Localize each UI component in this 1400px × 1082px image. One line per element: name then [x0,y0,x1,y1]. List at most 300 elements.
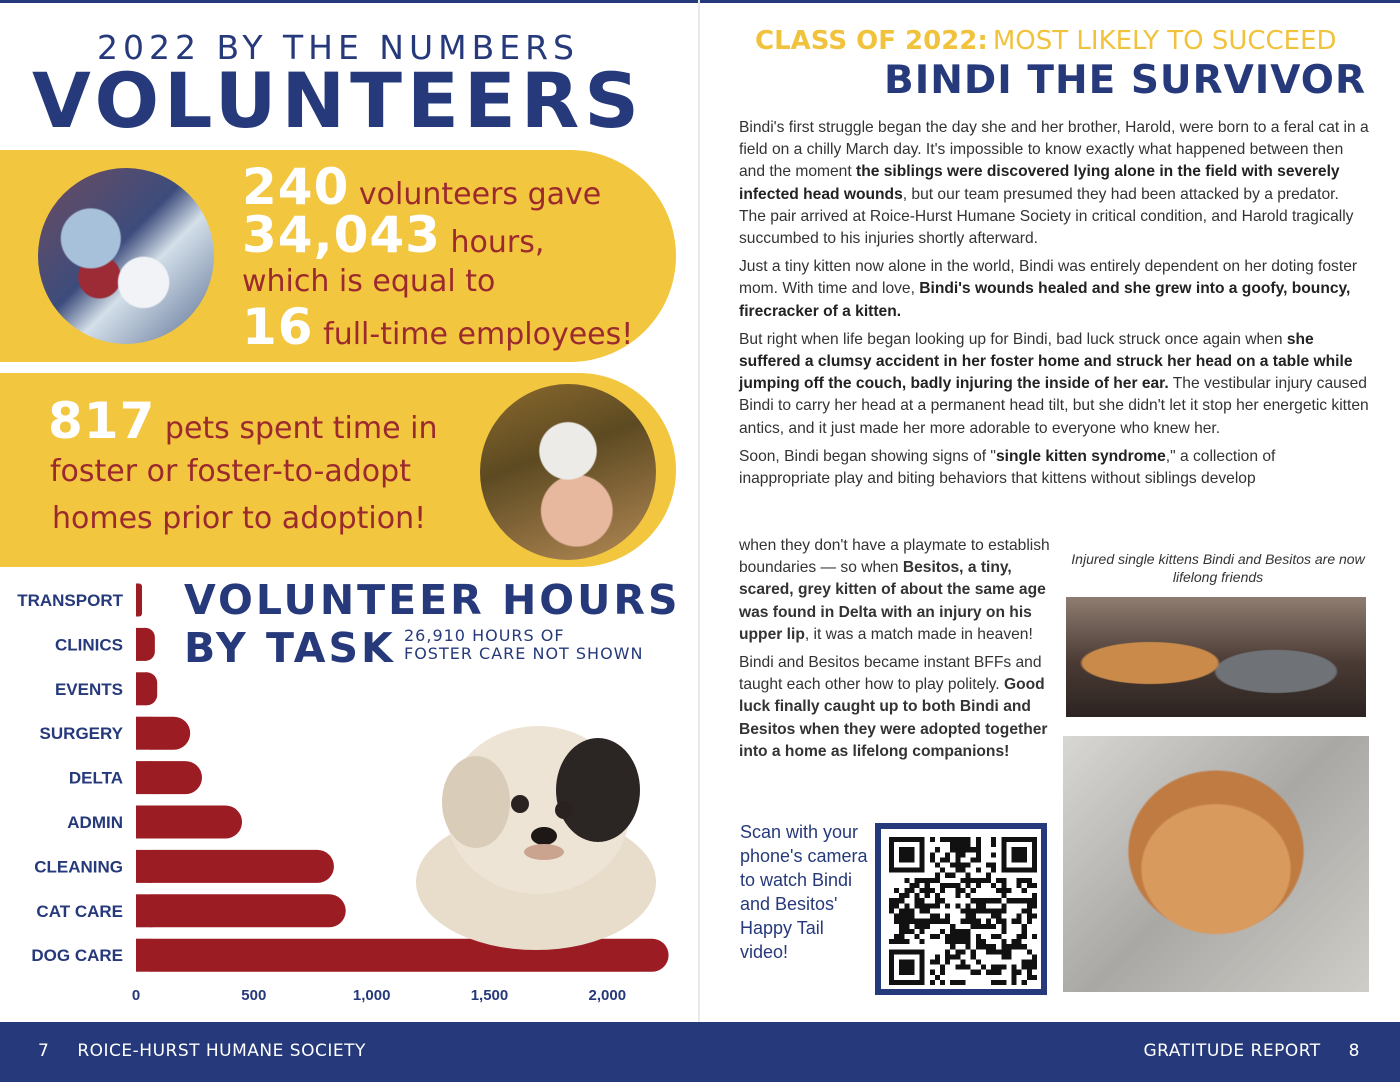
qr-module [930,903,935,908]
qr-module [966,883,971,888]
qr-module [1001,954,1006,959]
qr-finder-core [1011,847,1026,862]
qr-module [960,888,965,893]
qr-module [935,898,940,903]
qr-module [925,888,930,893]
story-paragraph-2 [739,256,1369,323]
stat-pets-number: 817 [48,392,156,450]
qr-module [996,898,1001,903]
qr-module [991,970,996,975]
qr-module [1001,980,1006,985]
qr-module [966,903,971,908]
bar-base-delta [136,761,153,794]
qr-module [976,842,981,847]
category-label: SURGERY [39,724,123,744]
qr-module [950,939,955,944]
bar-base-clinics [136,628,145,661]
qr-module [976,852,981,857]
qr-module [971,898,976,903]
qr-module [899,898,904,903]
qr-module [940,970,945,975]
qr-module [981,944,986,949]
qr-module [909,888,914,893]
qr-module [1001,883,1006,888]
qr-module [1032,954,1037,959]
qr-module [1017,970,1022,975]
qr-module [1001,878,1006,883]
qr-module [930,837,935,842]
qr-module [1017,898,1022,903]
qr-module [930,852,935,857]
qr-module [955,954,960,959]
qr-module [1022,878,1027,883]
qr-module [966,878,971,883]
qr-module [955,837,960,842]
qr-module [986,873,991,878]
qr-module [1011,939,1016,944]
qr-module [981,898,986,903]
qr-module [960,965,965,970]
qr-module [1022,898,1027,903]
qr-module [925,883,930,888]
qr-module [971,878,976,883]
qr-module [1027,965,1032,970]
page-gutter [698,0,700,1022]
qr-module [1006,898,1011,903]
qr-module [986,863,991,868]
qr-module [930,857,935,862]
qr-module [899,934,904,939]
qr-module [971,888,976,893]
stat-employees [242,298,633,356]
qr-module [894,903,899,908]
qr-module [981,878,986,883]
qr-module [920,924,925,929]
qr-module [976,883,981,888]
x-tick-label: 2,000 [588,987,627,1004]
story-paragraph-4-end [739,535,1051,646]
qr-module [996,908,1001,913]
qr-module [996,914,1001,919]
qr-module [1032,934,1037,939]
story-paragraph-3 [739,329,1369,440]
qr-module [950,883,955,888]
qr-module [945,939,950,944]
qr-module [1027,949,1032,954]
qr-module [960,934,965,939]
story-paragraph-5 [739,652,1051,763]
qr-module [1027,919,1032,924]
qr-module [966,914,971,919]
qr-module [1011,944,1016,949]
qr-module [894,919,899,924]
qr-module [971,924,976,929]
category-label: TRANSPORT [17,591,123,610]
qr-module [976,944,981,949]
qr-module [930,980,935,985]
qr-module [991,934,996,939]
qr-module [925,893,930,898]
qr-module [889,908,894,913]
bar-base-events [136,672,147,705]
qr-module [1011,919,1016,924]
qr-module [976,847,981,852]
qr-module [966,929,971,934]
stat-employees-text: full-time employees! [323,317,634,352]
qr-module [1017,934,1022,939]
qr-module [935,863,940,868]
qr-module [1006,944,1011,949]
qr-module [996,970,1001,975]
qr-module [960,842,965,847]
qr-module [966,863,971,868]
bindi-besitos-photo [1066,597,1366,717]
qr-module [966,837,971,842]
p5-text-b: Good luck finally caught up to both Bindi and Besitos when they were adopted together into a home as lifelong companions! [739,676,1048,760]
qr-module [950,873,955,878]
qr-module [976,970,981,975]
stat-hours-text: hours, [450,225,545,260]
qr-module [960,847,965,852]
puppy-photo [398,712,666,950]
qr-module [894,914,899,919]
qr-module [915,893,920,898]
qr-module [930,970,935,975]
qr-module [966,842,971,847]
qr-module [991,842,996,847]
qr-module [966,939,971,944]
qr-module [915,934,920,939]
qr-module [945,959,950,964]
qr-finder-core [899,847,914,862]
qr-module [935,919,940,924]
qr-module [966,944,971,949]
story-paragraph-4-start [739,446,1369,490]
qr-module [991,883,996,888]
qr-module [899,914,904,919]
qr-module [945,873,950,878]
qr-module [925,878,930,883]
qr-module [1027,959,1032,964]
qr-module [950,837,955,842]
qr-module [976,919,981,924]
qr-module [966,847,971,852]
qr-module [1022,924,1027,929]
qr-module [986,949,991,954]
qr-module [991,914,996,919]
qr-scan-instructions: Scan with your phone's camera to watch Bindi and Besitos' Happy Tail video! [740,822,868,962]
qr-module [966,893,971,898]
category-label: EVENTS [54,679,123,699]
qr-module [915,919,920,924]
qr-module [950,863,955,868]
qr-module [986,970,991,975]
qr-module [986,919,991,924]
footer-left [38,1041,366,1061]
class-heading [755,26,1337,56]
chart-heading-line1: VOLUNTEER HOURS [184,576,681,624]
qr-module [981,908,986,913]
qr-module [940,929,945,934]
x-tick-label: 0 [131,987,141,1004]
qr-module [971,914,976,919]
qr-module [920,888,925,893]
qr-module [940,980,945,985]
qr-module [940,857,945,862]
qr-module [940,888,945,893]
qr-module [955,965,960,970]
p1-text-c: , but our team presumed they had been attacked by a predator. The pair arrived at Roice-Hurst Humane Society in critical condition, and Harold tragically succumbed to his injuries shortly afterward. [739,185,1354,248]
qr-module [945,914,950,919]
qr-module [899,919,904,924]
qr-module [935,847,940,852]
qr-module [986,944,991,949]
stat-pets-line2: foster or foster-to-adopt [50,454,411,489]
qr-module [1001,949,1006,954]
qr-module [920,929,925,934]
qr-module [1022,980,1027,985]
qr-module [991,924,996,929]
qr-module [991,852,996,857]
footer-report-name: GRATITUDE REPORT [1143,1041,1321,1061]
qr-module [904,908,909,913]
bar-base-surgery [136,717,153,750]
qr-module [1001,903,1006,908]
qr-module [1011,980,1016,985]
qr-module [950,980,955,985]
p4-text-d: when they don't have a playmate to establish boundaries — so when [739,537,1050,577]
bar-base-cleaning [136,850,153,883]
category-label: CAT CARE [36,901,123,921]
qr-module [904,878,909,883]
qr-module [960,878,965,883]
qr-module [940,883,945,888]
qr-module [1032,898,1037,903]
p4-text-c: ," a collection of inappropriate play and biting behaviors that kittens without siblings develop [739,447,1276,488]
chart-note-line2: FOSTER CARE NOT SHOWN [404,644,644,663]
qr-module [955,852,960,857]
category-label: DELTA [68,768,123,788]
bar-base-cat-care [136,894,153,927]
qr-module [904,903,909,908]
qr-module [971,908,976,913]
qr-module [1006,949,1011,954]
qr-module [930,934,935,939]
qr-module [1032,975,1037,980]
qr-module [1001,893,1006,898]
qr-module [920,919,925,924]
qr-module [955,929,960,934]
qr-module [955,863,960,868]
qr-module [991,944,996,949]
kitten-photo [480,384,656,560]
qr-module [945,852,950,857]
qr-module [1011,970,1016,975]
qr-module [991,863,996,868]
qr-module [996,878,1001,883]
p2-text-a: Just a tiny kitten now alone in the world, Bindi was entirely dependent on her doting foster mom. With time and love, [739,258,1358,298]
qr-module [1022,929,1027,934]
qr-module [889,939,894,944]
qr-module [966,965,971,970]
qr-module [955,980,960,985]
qr-module [955,888,960,893]
bar-cat-care [136,894,346,927]
qr-module [960,837,965,842]
qr-module [894,888,899,893]
qr-module [894,934,899,939]
qr-module [991,949,996,954]
qr-module [909,883,914,888]
qr-module [971,949,976,954]
left-page-number: 7 [38,1041,50,1061]
qr-module [996,949,1001,954]
qr-module [1011,965,1016,970]
qr-module [904,924,909,929]
qr-module [1017,919,1022,924]
qr-module [909,919,914,924]
stat-volunteers-number: 240 [242,158,350,216]
qr-module [966,873,971,878]
qr-module [950,924,955,929]
qr-module [1027,898,1032,903]
qr-module [915,898,920,903]
footer-right [1143,1041,1360,1061]
qr-module [945,857,950,862]
qr-module [986,898,991,903]
qr-module [1022,959,1027,964]
qr-module [976,837,981,842]
qr-module [976,903,981,908]
qr-module [935,975,940,980]
qr-module [1032,883,1037,888]
stat-hours-number: 34,043 [242,206,441,264]
qr-module [1001,944,1006,949]
qr-module [960,908,965,913]
qr-module [930,914,935,919]
p1-text-b: the siblings were discovered lying alone in the field with severely infected head wounds [739,163,1340,203]
qr-module [1022,965,1027,970]
bar-base-dog-care [136,939,153,972]
qr-module [1027,878,1032,883]
qr-module [920,898,925,903]
qr-finder-core [899,959,914,974]
qr-module [889,903,894,908]
qr-module [950,934,955,939]
qr-module [971,857,976,862]
footer-org-name: ROICE-HURST HUMANE SOCIETY [77,1041,366,1061]
qr-module [976,924,981,929]
p2-text-b: Bindi's wounds healed and she grew into a goofy, bouncy, firecracker of a kitten. [739,280,1351,320]
qr-module [1001,919,1006,924]
right-page-number: 8 [1348,1041,1360,1061]
bar-cleaning [136,850,334,883]
qr-module [904,929,909,934]
x-tick-label: 1,500 [470,987,509,1004]
qr-module [915,924,920,929]
qr-module [1017,914,1022,919]
story-title: BINDI THE SURVIVOR [884,58,1366,103]
qr-module [945,934,950,939]
category-label: CLINICS [55,635,123,655]
category-label: DOG CARE [31,946,123,966]
qr-module [899,924,904,929]
qr-module [940,919,945,924]
chart-note [404,627,694,663]
stat-volunteers-text: volunteers gave [358,177,602,212]
qr-module [960,919,965,924]
qr-module [986,924,991,929]
qr-module [940,898,945,903]
qr-module [955,842,960,847]
qr-code-pattern [889,837,1037,985]
qr-module [1011,975,1016,980]
story-paragraph-1 [739,117,1369,250]
qr-module [1006,954,1011,959]
qr-module [904,919,909,924]
qr-module [960,949,965,954]
qr-module [945,837,950,842]
qr-code[interactable] [875,823,1047,995]
qr-module [945,883,950,888]
qr-module [976,857,981,862]
qr-module [955,949,960,954]
chart-note-line1: 26,910 HOURS OF [404,626,565,645]
qr-module [960,863,965,868]
qr-module [996,934,1001,939]
qr-module [955,883,960,888]
qr-module [960,929,965,934]
qr-module [1027,975,1032,980]
qr-module [981,924,986,929]
qr-module [930,878,935,883]
qr-module [935,959,940,964]
qr-module [1027,908,1032,913]
qr-module [991,908,996,913]
qr-module [935,873,940,878]
qr-module [1001,939,1006,944]
qr-module [991,898,996,903]
qr-module [976,959,981,964]
qr-module [950,847,955,852]
qr-module [950,944,955,949]
qr-module [935,954,940,959]
qr-module [971,970,976,975]
p4-text-a: Soon, Bindi began showing signs of " [739,447,996,465]
category-label: ADMIN [67,813,123,832]
qr-module [960,959,965,964]
bar-base-transport [136,584,139,617]
qr-module [920,939,925,944]
qr-module [960,868,965,873]
qr-module [981,965,986,970]
qr-module [996,919,1001,924]
stat-equal [242,264,495,299]
qr-module [909,914,914,919]
qr-module [991,868,996,873]
qr-module [955,847,960,852]
photo-caption: Injured single kittens Bindi and Besitos are now lifelong friends [1071,551,1365,585]
class-heading-light: MOST LIKELY TO SUCCEED [992,26,1337,56]
p4-text-e: Besitos, a tiny, scared, grey kitten of about the same age was found in Delta with an injury on his upper lip [739,559,1046,643]
qr-module [976,868,981,873]
stat-pets-line3: homes prior to adoption! [52,501,427,536]
p4-text-b: single kitten syndrome [995,447,1166,465]
qr-module [904,914,909,919]
qr-module [909,929,914,934]
qr-module [1032,903,1037,908]
qr-module [945,954,950,959]
